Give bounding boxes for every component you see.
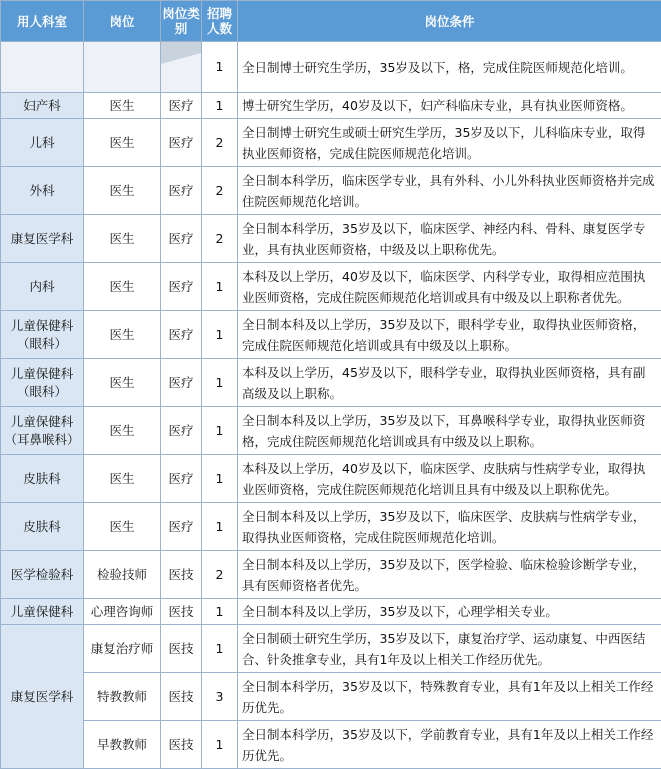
post-cell: 医生 [84, 93, 161, 119]
fold-corner-shape [161, 42, 202, 64]
requirements-cell: 本科及以上学历，45岁及以下，眼科学专业，取得执业医师资格，具有副高级及以上职称。 [238, 359, 661, 407]
table-row [1, 215, 661, 263]
post-cell: 医生 [84, 167, 161, 215]
table-row [1, 625, 661, 673]
post-cell: 医生 [84, 311, 161, 359]
requirements-cell: 全日制本科及以上学历，35岁及以下，耳鼻喉科学专业，取得执业医师资格，完成住院医师规范化培训或具有中级及以上职称。 [238, 407, 661, 455]
category-cell: 医技 [161, 551, 202, 599]
table-row [1, 359, 661, 407]
obscured-category-cell [161, 42, 202, 93]
post-cell: 医生 [84, 215, 161, 263]
post-cell: 医生 [84, 359, 161, 407]
requirements-cell: 全日制本科及以上学历，35岁及以下，眼科学专业，取得执业医师资格，完成住院医师规范化培训或具有中级及以上职称。 [238, 311, 661, 359]
table-row [1, 551, 661, 599]
post-cell: 早教教师 [84, 721, 161, 769]
count-cell: 1 [202, 503, 238, 551]
table-row [1, 599, 661, 625]
table-row [1, 503, 661, 551]
category-cell: 医疗 [161, 167, 202, 215]
count-cell: 1 [202, 263, 238, 311]
post-cell: 医生 [84, 263, 161, 311]
category-cell: 医疗 [161, 263, 202, 311]
count-cell: 1 [202, 721, 238, 769]
category-cell: 医技 [161, 721, 202, 769]
header-count: 招聘人数 [202, 1, 238, 42]
requirements-cell: 本科及以上学历，40岁及以下，临床医学、内科学专业，取得相应范围执业医师资格，完成住院医师规范化培训或具有中级及以上职称者优先。 [238, 263, 661, 311]
dept-cell: 内科 [1, 263, 84, 311]
table-row [1, 42, 661, 93]
dept-cell: 儿童保健科（眼科） [1, 311, 84, 359]
dept-cell: 妇产科 [1, 93, 84, 119]
category-cell: 医疗 [161, 503, 202, 551]
category-cell: 医技 [161, 625, 202, 673]
requirements-cell: 全日制硕士研究生学历，35岁及以下，康复治疗学、运动康复、中西医结合、针灸推拿专业，具有1年及以上相关工作经历优先。 [238, 625, 661, 673]
table-row [1, 263, 661, 311]
requirements-cell: 全日制本科及以上学历，35岁及以下，医学检验、临床检验诊断学专业，具有医师资格者优先。 [238, 551, 661, 599]
dept-cell: 儿童保健科 [1, 599, 84, 625]
category-cell: 医疗 [161, 407, 202, 455]
count-cell: 2 [202, 551, 238, 599]
category-cell: 医疗 [161, 359, 202, 407]
header-post: 岗位 [84, 1, 161, 42]
table-row [1, 455, 661, 503]
post-cell: 医生 [84, 503, 161, 551]
header-category: 岗位类别 [161, 1, 202, 42]
requirements-cell: 全日制本科学历，临床医学专业，具有外科、小儿外科执业医师资格并完成住院医师规范化培训。 [238, 167, 661, 215]
requirements-cell: 全日制本科学历，35岁及以下，特殊教育专业，具有1年及以上相关工作经历优先。 [238, 673, 661, 721]
table-row [1, 119, 661, 167]
requirements-cell: 全日制本科及以上学历，35岁及以下，心理学相关专业。 [238, 599, 661, 625]
category-cell: 医疗 [161, 311, 202, 359]
post-cell: 医生 [84, 407, 161, 455]
dept-cell-merged: 康复医学科 [1, 625, 84, 769]
count-cell: 2 [202, 215, 238, 263]
obscured-post-cell [84, 42, 161, 93]
table-row [1, 721, 661, 769]
requirements-cell: 全日制本科学历，35岁及以下，临床医学、神经内科、骨科、康复医学专业，具有执业医师资格，中级及以上职称优先。 [238, 215, 661, 263]
count-cell: 1 [202, 93, 238, 119]
post-cell: 特教教师 [84, 673, 161, 721]
count-cell: 1 [202, 359, 238, 407]
requirements-cell: 博士研究生学历，40岁及以下，妇产科临床专业，具有执业医师资格。 [238, 93, 661, 119]
requirements-cell: 全日制博士研究生学历，35岁及以下，格，完成住院医师规范化培训。 [238, 42, 661, 93]
dept-cell: 儿童保健科（眼科） [1, 359, 84, 407]
category-cell: 医疗 [161, 93, 202, 119]
requirements-cell: 本科及以上学历，40岁及以下，临床医学、皮肤病与性病学专业，取得执业医师资格，完成住院医师规范化培训且具有中级及以上职称优先。 [238, 455, 661, 503]
dept-cell: 儿科 [1, 119, 84, 167]
count-cell: 1 [202, 407, 238, 455]
header-row [1, 1, 661, 42]
dept-cell: 皮肤科 [1, 503, 84, 551]
post-cell: 康复治疗师 [84, 625, 161, 673]
count-cell: 1 [202, 455, 238, 503]
table-row [1, 93, 661, 119]
category-cell: 医疗 [161, 119, 202, 167]
obscured-dept-cell [1, 42, 84, 93]
category-cell: 医技 [161, 673, 202, 721]
header-requirements: 岗位条件 [238, 1, 661, 42]
requirements-cell: 全日制博士研究生或硕士研究生学历，35岁及以下，儿科临床专业，取得执业医师资格，完成住院医师规范化培训。 [238, 119, 661, 167]
dept-cell: 儿童保健科（耳鼻喉科） [1, 407, 84, 455]
count-cell: 1 [202, 42, 238, 93]
dept-cell: 康复医学科 [1, 215, 84, 263]
category-cell: 医疗 [161, 455, 202, 503]
post-cell: 医生 [84, 455, 161, 503]
table-row [1, 407, 661, 455]
dept-cell: 医学检验科 [1, 551, 84, 599]
count-cell: 2 [202, 167, 238, 215]
count-cell: 1 [202, 311, 238, 359]
dept-cell: 皮肤科 [1, 455, 84, 503]
count-cell: 1 [202, 625, 238, 673]
table-row [1, 167, 661, 215]
category-cell: 医疗 [161, 215, 202, 263]
category-cell: 医技 [161, 599, 202, 625]
dept-cell: 外科 [1, 167, 84, 215]
count-cell: 2 [202, 119, 238, 167]
count-cell: 1 [202, 599, 238, 625]
table-row [1, 673, 661, 721]
post-cell: 医生 [84, 119, 161, 167]
table-row [1, 311, 661, 359]
requirements-cell: 全日制本科及以上学历，35岁及以下，临床医学、皮肤病与性病学专业，取得执业医师资格，完成住院医师规范化培训。 [238, 503, 661, 551]
requirements-cell: 全日制本科学历，35岁及以下，学前教育专业，具有1年及以上相关工作经历优先。 [238, 721, 661, 769]
header-dept: 用人科室 [1, 1, 84, 42]
post-cell: 检验技师 [84, 551, 161, 599]
post-cell: 心理咨询师 [84, 599, 161, 625]
count-cell: 3 [202, 673, 238, 721]
